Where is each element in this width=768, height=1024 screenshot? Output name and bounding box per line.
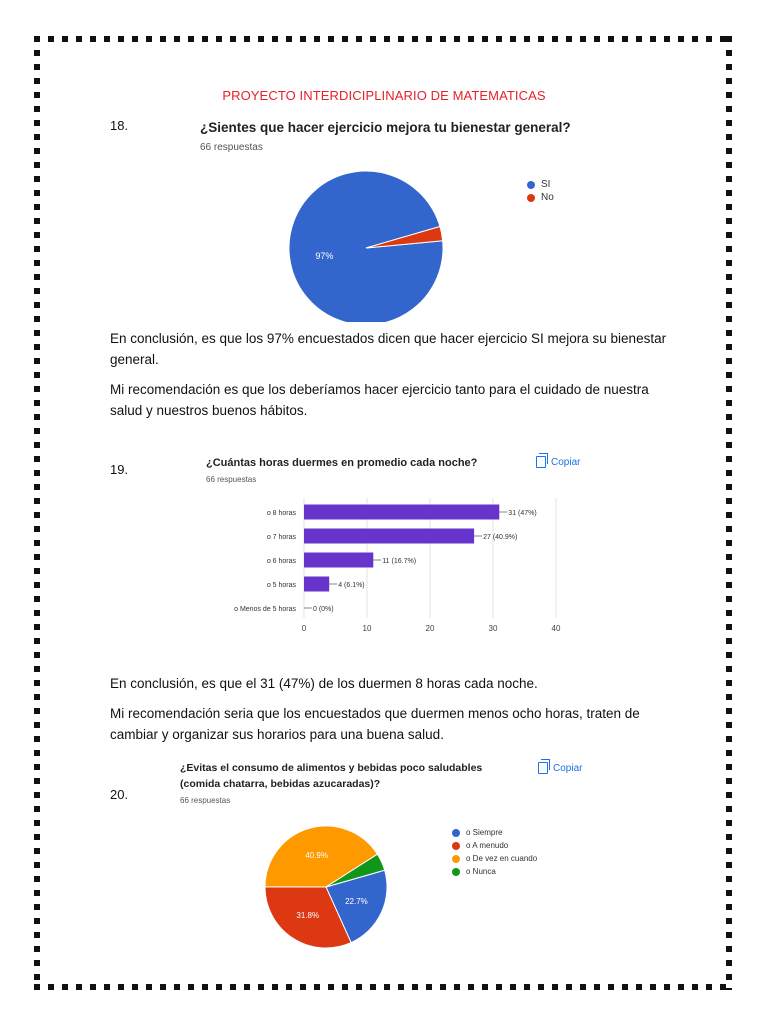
legend-label: o Nunca (466, 867, 496, 876)
bar19-bar-0 (304, 505, 499, 520)
legend-label: o A menudo (466, 841, 509, 850)
legend-swatch (527, 181, 535, 189)
bar19-tick-label: 30 (488, 624, 498, 633)
bar19-data-label-0: 31 (47%) (508, 510, 537, 517)
copy-label-19: Copiar (551, 456, 581, 468)
page-border-left (34, 36, 40, 990)
bar19-category-label-4: o Menos de 5 horas (234, 606, 296, 613)
bar19-category-label-3: o 5 horas (266, 582, 296, 589)
legend-label: o De vez en cuando (466, 854, 538, 863)
bar-chart-19 (192, 448, 602, 658)
legend-label: SI (541, 179, 551, 190)
pie20-slice-label-2: 40.9% (305, 850, 328, 860)
pie20-slice-label-1: 31.8% (296, 911, 320, 921)
question-number-18: 18. (110, 118, 129, 133)
chart-title-20-line1: ¿Evitas el consumo de alimentos y bebidas poco saludables (180, 762, 483, 774)
bar19-bar-1 (304, 529, 474, 544)
page-border-right (726, 36, 732, 990)
responses-count-19: 66 respuestas (206, 475, 257, 484)
pie18-slice-0 (289, 171, 443, 322)
legend-swatch (452, 842, 460, 850)
pie20-slice-label-0: 22.7% (345, 897, 368, 907)
recommendation-18: Mi recomendación es que los deberíamos hacer ejercicio tanto para el cuidado de nuestra salud y nuestros buenos hábitos. (110, 382, 649, 418)
chart-card-19 (192, 448, 602, 658)
bar19-tick-label: 20 (425, 624, 435, 633)
bar19-category-label-2: o 6 horas (266, 558, 296, 565)
legend-swatch (452, 829, 460, 837)
page-border-bottom (34, 984, 734, 990)
pie18-legend-item-1 (527, 191, 554, 204)
bar19-tick-label: 40 (551, 624, 561, 633)
responses-count-20: 66 respuestas (180, 796, 231, 805)
legend-swatch (527, 194, 535, 202)
pie20-legend-item-2 (452, 852, 537, 865)
pie18-slice-label-0: 97% (315, 250, 334, 261)
bar19-category-label-0: o 8 horas (266, 510, 296, 517)
bar19-bar-2 (304, 553, 373, 568)
pie-chart-18 (190, 108, 592, 322)
conclusion-18: En conclusión, es que los 97% encuestados dicen que hacer ejercicio SI mejora su bienestar general. (110, 331, 667, 367)
responses-count-18: 66 respuestas (200, 142, 263, 153)
chart-legend-20 (452, 826, 537, 878)
bar19-data-label-4: 0 (0%) (313, 606, 334, 613)
chart-title-20-line2: (comida chatarra, bebidas azucaradas)? (180, 778, 381, 790)
recommendation-19: Mi recomendación seria que los encuestados que duermen menos ocho horas, traten de cambiar y organizar sus horarios para una buena salud. (110, 706, 640, 742)
question-number-19: 19. (110, 462, 129, 477)
bar19-tick-label: 10 (362, 624, 372, 633)
chart-title-19: ¿Cuántas horas duermes en promedio cada noche? (206, 457, 478, 469)
bar19-tick-label: 0 (301, 624, 307, 633)
page-border-top (34, 36, 734, 42)
bar19-data-label-3: 4 (6.1%) (338, 582, 365, 589)
chart-card-18 (190, 108, 592, 322)
pie18-legend-item-0 (527, 178, 554, 191)
copy-label-20: Copiar (553, 762, 583, 774)
legend-label: o Siempre (466, 828, 503, 837)
pie20-legend-item-3 (452, 865, 537, 878)
chart-card-20 (176, 754, 594, 966)
legend-swatch (452, 855, 460, 863)
page-title: PROYECTO INTERDICIPLINARIO DE MATEMATICAS (222, 88, 546, 103)
bar19-data-label-2: 11 (16.7%) (382, 558, 417, 565)
legend-swatch (452, 868, 460, 876)
pie20-legend-item-1 (452, 839, 537, 852)
bar19-bar-3 (304, 577, 329, 592)
chart-title-18: ¿Sientes que hacer ejercicio mejora tu bienestar general? (200, 120, 571, 135)
question-number-20: 20. (110, 787, 129, 802)
chart-legend-18 (527, 178, 554, 204)
conclusion-19: En conclusión, es que el 31 (47%) de los duermen 8 horas cada noche. (110, 676, 538, 691)
legend-label: No (541, 192, 554, 203)
pie20-legend-item-0 (452, 826, 537, 839)
bar19-category-label-1: o 7 horas (266, 534, 296, 541)
bar19-data-label-1: 27 (40.9%) (483, 534, 518, 541)
